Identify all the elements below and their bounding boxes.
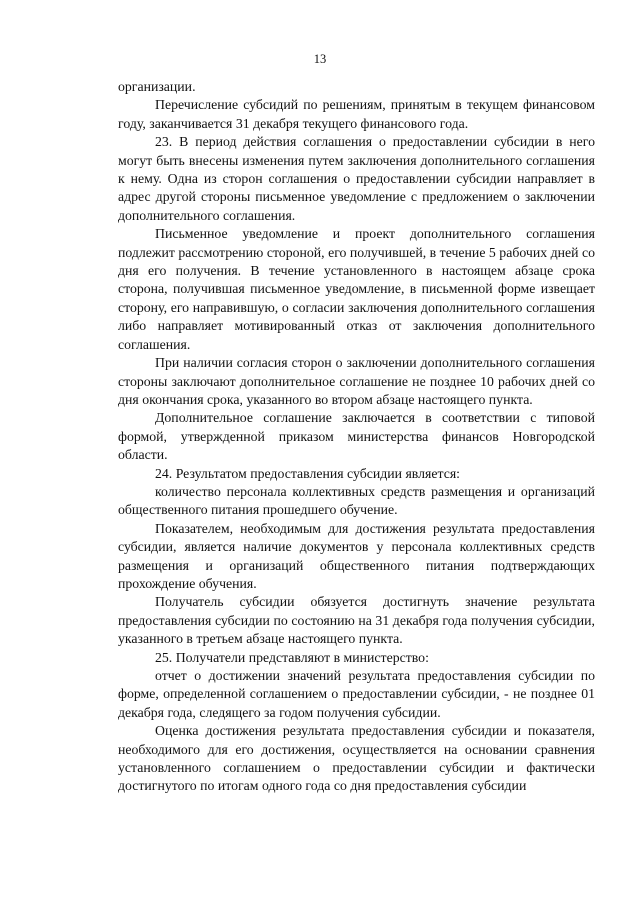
paragraph-6: Дополнительное соглашение заключается в соответствии с типовой формой, утвержденной приказом министерства финансов Новгородской области. xyxy=(118,410,595,463)
page-number: 13 xyxy=(313,52,327,66)
paragraph-12: отчет о достижении значений результата предоставления субсидии по форме, определенной соглашением о предоставлении субсидии, - не позднее 01 декабря года, следящего за годом получения субсидии. xyxy=(118,668,595,720)
paragraph-2: Перечисление субсидий по решениям, принятым в текущем финансовом году, заканчивается 31 декабря текущего финансового года. xyxy=(118,97,595,131)
paragraph-11: 25. Получатели представляют в министерство: xyxy=(155,649,429,665)
paragraph-10: Получатель субсидии обязуется достигнуть значение результата предоставления субсидии по состоянию на 31 декабря года получения субсидии, указанного в третьем абзаце настоящего пункта. xyxy=(118,594,595,647)
paragraph-7: 24. Результатом предоставления субсидии является: xyxy=(155,465,460,481)
paragraph-1: организации. xyxy=(118,79,196,94)
document-body xyxy=(118,78,595,796)
paragraph-3: 23. В период действия соглашения о предоставлении субсидии в него могут быть внесены изменения путем заключения дополнительного соглашения к нему. Одна из сторон соглашения о предоставлении субсидии направляет в адрес другой стороны письменное уведомление с предложением о заключении дополнительного соглашения. xyxy=(118,134,595,223)
paragraph-13: Оценка достижения результата предоставления субсидии и показателя, необходимого для его достижения, осуществляется на основании сравнения установленного соглашением о предоставлении субсидии и фактически достигнутого по итогам одного года со дня предоставления субсидии xyxy=(118,723,595,794)
paragraph-8: количество персонала коллективных средств размещения и организаций общественного питания прошедшего обучение. xyxy=(118,483,595,518)
paragraph-5: При наличии согласия сторон о заключении дополнительного соглашения стороны заключают дополнительное соглашение не позднее 10 рабочих дней со дня окончания срока, указанного во втором абзаце настоящего пункта. xyxy=(118,355,595,407)
paragraph-9: Показателем, необходимым для достижения результата предоставления субсидии, является наличие документов у персонала коллективных средств размещения и организаций общественного питания подтверждающих прохождение обучения. xyxy=(118,520,595,591)
paragraph-4: Письменное уведомление и проект дополнительного соглашения подлежит рассмотрению стороной, его получившей, в течение 5 рабочих дней со дня его получения. В течение установленного в настоящем абзаце срока сторона, получившая письменное уведомление, в письменной форме извещает сторону, его направившую, о согласии заключения дополнительного соглашения либо направляет мотивированный отказ от заключения дополнительного соглашения. xyxy=(118,226,595,352)
